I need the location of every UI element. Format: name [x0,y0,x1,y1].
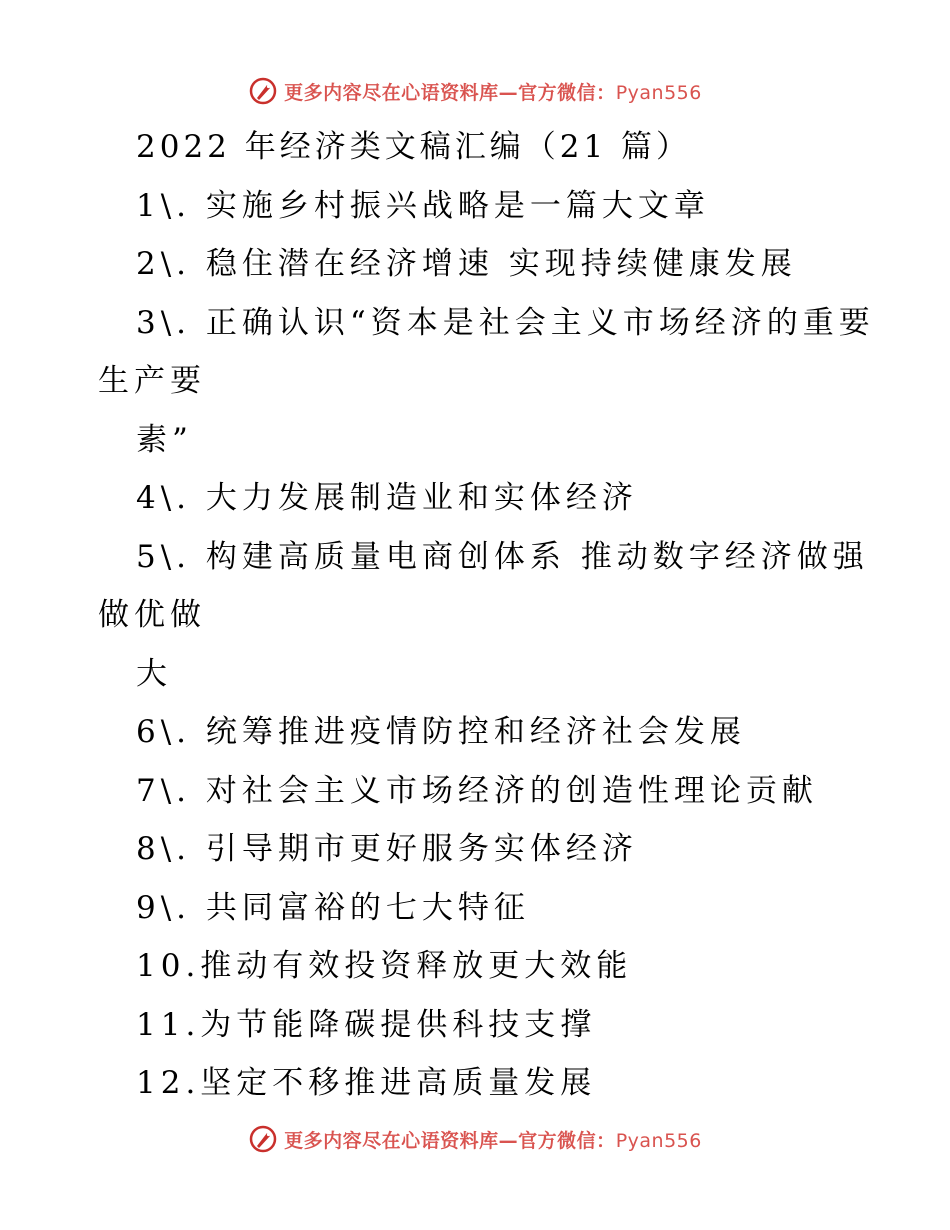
document-list [98,177,875,1113]
list-item: 9\. 共同富裕的七大特征 [136,889,530,926]
header-watermark-banner [0,71,950,111]
list-item: 3\. 正确认识“资本是社会主义市场经济的重要 [136,304,875,341]
footer-watermark-banner [0,1119,950,1159]
list-item: 12.坚定不移推进高质量发展 [136,1065,597,1101]
watermark-text: 更多内容尽在心语资料库—官方微信：Pyan556 [284,81,702,104]
list-item: 1\. 实施乡村振兴战略是一篇大文章 [136,187,710,224]
list-item: 10.推动有效投资释放更大效能 [136,948,633,984]
document-body [98,118,875,1113]
pen-nib-icon [248,76,278,106]
pen-nib-icon [248,1124,278,1154]
list-item: 4\. 大力发展制造业和实体经济 [136,480,638,516]
document-title: 2022 年经济类文稿汇编（21 篇） [136,129,692,165]
list-item: 大 [136,655,172,692]
list-item: 2\. 稳住潜在经济增速 实现持续健康发展 [136,246,797,282]
watermark-text: 更多内容尽在心语资料库—官方微信：Pyan556 [284,1129,702,1152]
list-item: 5\. 构建高质量电商创体系 推动数字经济做强 [136,538,869,575]
list-item: 生产要 [98,363,206,399]
list-item: 7\. 对社会主义市场经济的创造性理论贡献 [136,772,818,809]
list-item: 8\. 引导期市更好服务实体经济 [136,831,638,867]
list-item: 11.为节能降碳提供科技支撑 [136,1006,597,1043]
list-item: 做优做 [98,597,206,633]
list-item: 6\. 统筹推进疫情防控和经济社会发展 [136,714,746,750]
list-item: 素” [136,421,193,458]
